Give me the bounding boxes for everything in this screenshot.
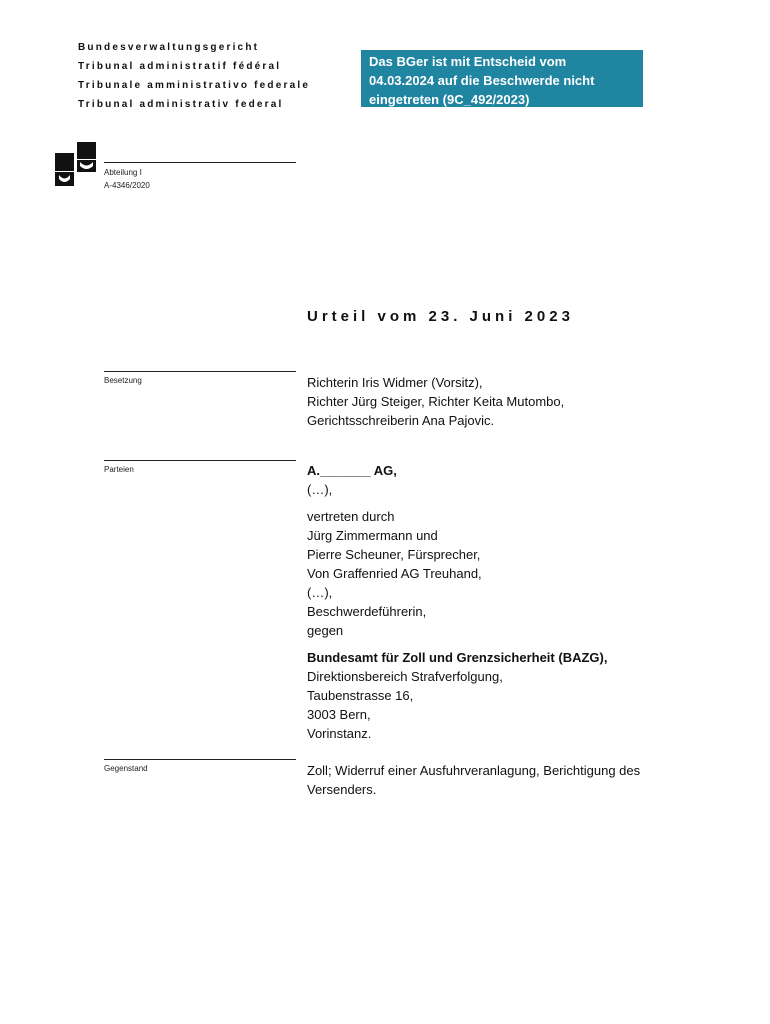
text-line: Richterin Iris Widmer (Vorsitz), xyxy=(307,375,483,390)
notice-line: eingetreten (9C_492/2023) xyxy=(369,92,530,107)
court-name-de: Bundesverwaltungsgericht xyxy=(78,42,260,53)
parteien-text xyxy=(307,461,607,743)
parteien-label: Parteien xyxy=(104,465,134,474)
text-line: Richter Jürg Steiger, Richter Keita Mutombo, xyxy=(307,394,565,409)
division-label: Abteilung I xyxy=(104,168,142,177)
divider xyxy=(104,759,296,760)
text-line: (…), xyxy=(307,585,333,600)
gegenstand-text xyxy=(307,761,640,799)
case-number: A-4346/2020 xyxy=(104,181,150,190)
besetzung-text xyxy=(307,373,564,430)
besetzung-label: Besetzung xyxy=(104,376,142,385)
gegenstand-label: Gegenstand xyxy=(104,764,148,773)
divider xyxy=(104,162,296,163)
party-name: A._______ AG, xyxy=(307,463,397,478)
notice-line: Das BGer ist mit Entscheid vom xyxy=(369,54,567,69)
text-line: Beschwerdeführerin, xyxy=(307,604,427,619)
court-name-it: Tribunale amministrativo federale xyxy=(78,80,311,91)
text-line: vertreten durch xyxy=(307,509,395,524)
divider xyxy=(104,371,296,372)
text-line: Gerichtsschreiberin Ana Pajovic. xyxy=(307,413,495,428)
court-logo-icon xyxy=(55,142,97,186)
text-line: Direktionsbereich Strafverfolgung, xyxy=(307,669,503,684)
opponent-name: Bundesamt für Zoll und Grenzsicherheit (BAZG), xyxy=(307,650,608,665)
text-line: 3003 Bern, xyxy=(307,707,371,722)
appeal-notice-box xyxy=(361,50,643,107)
text-line: (…), xyxy=(307,482,333,497)
text-line: Versenders. xyxy=(307,782,377,797)
text-line: Von Graffenried AG Treuhand, xyxy=(307,566,482,581)
judgment-title: Urteil vom 23. Juni 2023 xyxy=(307,308,574,325)
text-line: Taubenstrasse 16, xyxy=(307,688,414,703)
text-line: Zoll; Widerruf einer Ausfuhrveranlagung, Berichtigung des xyxy=(307,763,641,778)
court-name-rm: Tribunal administrativ federal xyxy=(78,99,284,110)
court-name-fr: Tribunal administratif fédéral xyxy=(78,61,282,72)
notice-line: 04.03.2024 auf die Beschwerde nicht xyxy=(369,73,595,88)
text-line: Pierre Scheuner, Fürsprecher, xyxy=(307,547,481,562)
text-line: Vorinstanz. xyxy=(307,726,372,741)
text-line: gegen xyxy=(307,623,344,638)
divider xyxy=(104,460,296,461)
text-line: Jürg Zimmermann und xyxy=(307,528,438,543)
